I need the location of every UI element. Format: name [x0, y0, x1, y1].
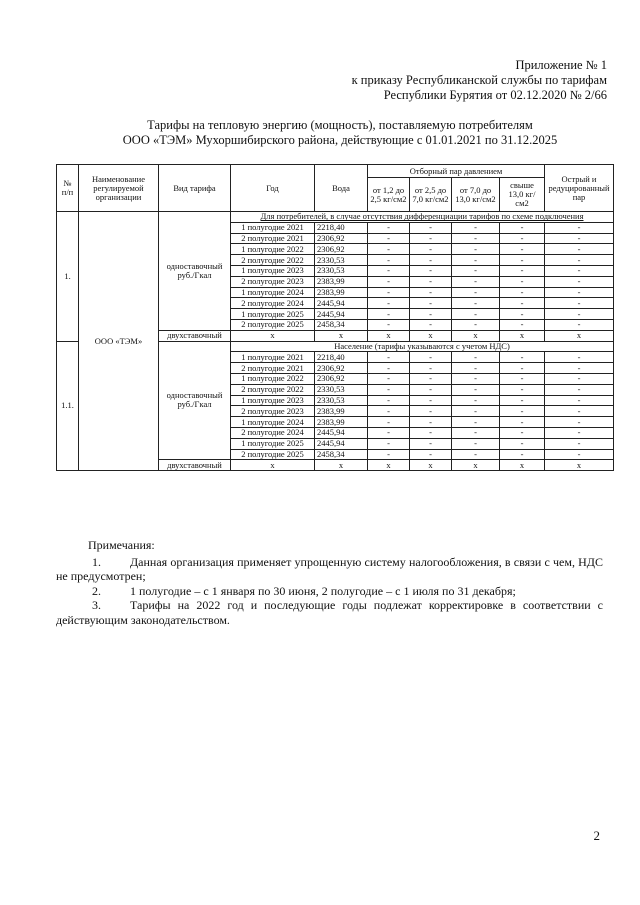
steam-tariff-cell: - — [452, 438, 500, 449]
period-cell: 2 полугодие 2022 — [231, 255, 315, 266]
steam-tariff-cell: - — [452, 298, 500, 309]
steam-tariff-cell: - — [545, 395, 614, 406]
two-rate-label: двухставочный — [159, 460, 231, 471]
steam-tariff-cell: - — [500, 298, 545, 309]
section-title: Для потребителей, в случае отсутствия дифференциации тарифов по схеме подключения — [231, 212, 614, 223]
steam-tariff-cell: - — [368, 449, 410, 460]
two-rate-cell: х — [231, 330, 315, 341]
header-org: Наименование регулируемой организации — [79, 165, 159, 212]
two-rate-cell: х — [368, 460, 410, 471]
title-line-1: Тарифы на тепловую энергию (мощность), поставляемую потребителям — [147, 118, 533, 132]
steam-tariff-cell: - — [500, 309, 545, 320]
header-steam-2: от 2,5 до 7,0 кг/см2 — [410, 178, 452, 212]
header-year: Год — [231, 165, 315, 212]
steam-tariff-cell: - — [368, 255, 410, 266]
period-cell: 2 полугодие 2024 — [231, 427, 315, 438]
two-rate-cell: х — [410, 330, 452, 341]
steam-tariff-cell: - — [452, 406, 500, 417]
water-tariff-cell: 2445,94 — [315, 427, 368, 438]
appendix-header — [352, 58, 607, 103]
steam-tariff-cell: - — [452, 384, 500, 395]
steam-tariff-cell: - — [545, 244, 614, 255]
note-item — [56, 598, 603, 627]
steam-tariff-cell: - — [545, 233, 614, 244]
steam-tariff-cell: - — [500, 449, 545, 460]
steam-tariff-cell: - — [500, 352, 545, 363]
steam-tariff-cell: - — [545, 287, 614, 298]
steam-tariff-cell: - — [368, 244, 410, 255]
tariff-kind: одноставочный руб./Гкал — [159, 341, 231, 460]
steam-tariff-cell: - — [410, 298, 452, 309]
steam-tariff-cell: - — [452, 352, 500, 363]
steam-tariff-cell: - — [500, 438, 545, 449]
steam-tariff-cell: - — [545, 319, 614, 330]
water-tariff-cell: 2383,99 — [315, 417, 368, 428]
steam-tariff-cell: - — [410, 417, 452, 428]
steam-tariff-cell: - — [545, 406, 614, 417]
note-number: 3. — [92, 598, 101, 612]
water-tariff-cell: 2383,99 — [315, 406, 368, 417]
steam-tariff-cell: - — [452, 319, 500, 330]
period-cell: 2 полугодие 2025 — [231, 319, 315, 330]
steam-tariff-cell: - — [500, 319, 545, 330]
two-rate-cell: х — [231, 460, 315, 471]
steam-tariff-cell: - — [452, 244, 500, 255]
section-title: Население (тарифы указываются с учетом НДС) — [231, 341, 614, 352]
steam-tariff-cell: - — [545, 438, 614, 449]
water-tariff-cell: 2445,94 — [315, 309, 368, 320]
steam-tariff-cell: - — [452, 276, 500, 287]
water-tariff-cell: 2458,34 — [315, 319, 368, 330]
steam-tariff-cell: - — [410, 276, 452, 287]
steam-tariff-cell: - — [500, 255, 545, 266]
appendix-line-3: Республики Бурятия от 02.12.2020 № 2/66 — [383, 88, 607, 102]
steam-tariff-cell: - — [368, 395, 410, 406]
steam-tariff-cell: - — [410, 287, 452, 298]
steam-tariff-cell: - — [545, 449, 614, 460]
steam-tariff-cell: - — [368, 406, 410, 417]
notes-heading: Примечания: — [88, 538, 155, 552]
water-tariff-cell: 2330,53 — [315, 395, 368, 406]
water-tariff-cell: 2445,94 — [315, 298, 368, 309]
steam-tariff-cell: - — [368, 287, 410, 298]
period-cell: 1 полугодие 2024 — [231, 417, 315, 428]
steam-tariff-cell: - — [410, 406, 452, 417]
steam-tariff-cell: - — [368, 438, 410, 449]
steam-tariff-cell: - — [500, 244, 545, 255]
steam-tariff-cell: - — [368, 319, 410, 330]
note-number: 1. — [92, 554, 101, 569]
header-steam-group: Отборный пар давлением — [368, 165, 545, 178]
tariff-table — [56, 164, 614, 471]
steam-tariff-cell: - — [368, 363, 410, 374]
period-cell: 2 полугодие 2023 — [231, 276, 315, 287]
two-rate-cell: х — [500, 330, 545, 341]
steam-tariff-cell: - — [368, 352, 410, 363]
steam-tariff-cell: - — [500, 287, 545, 298]
steam-tariff-cell: - — [545, 384, 614, 395]
note-item — [56, 554, 603, 584]
steam-tariff-cell: - — [368, 427, 410, 438]
water-tariff-cell: 2330,53 — [315, 265, 368, 276]
two-rate-cell: х — [410, 460, 452, 471]
steam-tariff-cell: - — [410, 222, 452, 233]
note-text: 1 полугодие – с 1 января по 30 июня, 2 полугодие – с 1 июля по 31 декабря; — [130, 583, 516, 598]
two-rate-cell: х — [545, 330, 614, 341]
steam-tariff-cell: - — [545, 222, 614, 233]
steam-tariff-cell: - — [368, 417, 410, 428]
steam-tariff-cell: - — [452, 373, 500, 384]
note-text: Данная организация применяет упрощенную систему налогообложения, в связи с чем, НДС не предусмотрен; — [56, 554, 603, 583]
row-number: 1. — [57, 212, 79, 342]
steam-tariff-cell: - — [410, 427, 452, 438]
steam-tariff-cell: - — [368, 222, 410, 233]
steam-tariff-cell: - — [545, 363, 614, 374]
row-number: 1.1. — [57, 341, 79, 471]
steam-tariff-cell: - — [410, 265, 452, 276]
steam-tariff-cell: - — [410, 373, 452, 384]
water-tariff-cell: 2218,40 — [315, 352, 368, 363]
period-cell: 1 полугодие 2024 — [231, 287, 315, 298]
period-cell: 2 полугодие 2025 — [231, 449, 315, 460]
water-tariff-cell: 2383,99 — [315, 276, 368, 287]
steam-tariff-cell: - — [368, 298, 410, 309]
steam-tariff-cell: - — [410, 309, 452, 320]
water-tariff-cell: 2445,94 — [315, 438, 368, 449]
header-steam-3: от 7,0 до 13,0 кг/см2 — [452, 178, 500, 212]
header-steam-1: от 1,2 до 2,5 кг/см2 — [368, 178, 410, 212]
steam-tariff-cell: - — [452, 265, 500, 276]
steam-tariff-cell: - — [410, 244, 452, 255]
title-line-2: ООО «ТЭМ» Мухоршибирского района, действующие с 01.01.2021 по 31.12.2025 — [122, 133, 558, 147]
period-cell: 2 полугодие 2021 — [231, 363, 315, 374]
period-cell: 1 полугодие 2021 — [231, 222, 315, 233]
steam-tariff-cell: - — [500, 276, 545, 287]
steam-tariff-cell: - — [452, 417, 500, 428]
steam-tariff-cell: - — [410, 384, 452, 395]
header-num: № п/п — [57, 165, 79, 212]
steam-tariff-cell: - — [500, 384, 545, 395]
steam-tariff-cell: - — [368, 373, 410, 384]
steam-tariff-cell: - — [500, 373, 545, 384]
water-tariff-cell: 2306,92 — [315, 373, 368, 384]
steam-tariff-cell: - — [452, 287, 500, 298]
period-cell: 1 полугодие 2025 — [231, 438, 315, 449]
steam-tariff-cell: - — [545, 373, 614, 384]
two-rate-cell: х — [545, 460, 614, 471]
steam-tariff-cell: - — [545, 417, 614, 428]
steam-tariff-cell: - — [452, 255, 500, 266]
note-text: Тарифы на 2022 год и последующие годы подлежат корректировке в соответствии с действующим законодательством. — [56, 598, 603, 627]
two-rate-cell: х — [452, 330, 500, 341]
water-tariff-cell: 2330,53 — [315, 255, 368, 266]
two-rate-cell: х — [452, 460, 500, 471]
steam-tariff-cell: - — [452, 449, 500, 460]
two-rate-cell: х — [500, 460, 545, 471]
period-cell: 2 полугодие 2023 — [231, 406, 315, 417]
steam-tariff-cell: - — [545, 298, 614, 309]
water-tariff-cell: 2458,34 — [315, 449, 368, 460]
steam-tariff-cell: - — [545, 276, 614, 287]
two-rate-cell: х — [315, 330, 368, 341]
steam-tariff-cell: - — [545, 427, 614, 438]
note-number: 2. — [92, 583, 101, 598]
steam-tariff-cell: - — [410, 363, 452, 374]
steam-tariff-cell: - — [545, 309, 614, 320]
steam-tariff-cell: - — [545, 255, 614, 266]
period-cell: 2 полугодие 2021 — [231, 233, 315, 244]
steam-tariff-cell: - — [500, 427, 545, 438]
steam-tariff-cell: - — [368, 276, 410, 287]
steam-tariff-cell: - — [500, 417, 545, 428]
steam-tariff-cell: - — [500, 265, 545, 276]
page-number: 2 — [593, 828, 600, 843]
organization-name: ООО «ТЭМ» — [79, 212, 159, 471]
steam-tariff-cell: - — [452, 363, 500, 374]
period-cell: 1 полугодие 2021 — [231, 352, 315, 363]
steam-tariff-cell: - — [500, 222, 545, 233]
steam-tariff-cell: - — [410, 438, 452, 449]
tariff-kind: одноставочный руб./Гкал — [159, 212, 231, 331]
water-tariff-cell: 2306,92 — [315, 233, 368, 244]
steam-tariff-cell: - — [452, 395, 500, 406]
steam-tariff-cell: - — [500, 363, 545, 374]
steam-tariff-cell: - — [410, 233, 452, 244]
steam-tariff-cell: - — [545, 265, 614, 276]
period-cell: 1 полугодие 2022 — [231, 373, 315, 384]
header-kind: Вид тарифа — [159, 165, 231, 212]
water-tariff-cell: 2330,53 — [315, 384, 368, 395]
note-item — [88, 584, 603, 599]
steam-tariff-cell: - — [410, 395, 452, 406]
header-steam-4: свыше 13,0 кг/см2 — [500, 178, 545, 212]
steam-tariff-cell: - — [500, 395, 545, 406]
steam-tariff-cell: - — [500, 406, 545, 417]
steam-tariff-cell: - — [368, 265, 410, 276]
two-rate-cell: х — [368, 330, 410, 341]
two-rate-cell: х — [315, 460, 368, 471]
steam-tariff-cell: - — [500, 233, 545, 244]
water-tariff-cell: 2218,40 — [315, 222, 368, 233]
steam-tariff-cell: - — [368, 309, 410, 320]
steam-tariff-cell: - — [368, 384, 410, 395]
steam-tariff-cell: - — [452, 222, 500, 233]
water-tariff-cell: 2306,92 — [315, 363, 368, 374]
steam-tariff-cell: - — [410, 449, 452, 460]
header-water: Вода — [315, 165, 368, 212]
water-tariff-cell: 2306,92 — [315, 244, 368, 255]
appendix-line-2: к приказу Республиканской службы по тарифам — [351, 73, 607, 87]
header-sharp-steam: Острый и редуцированный пар — [545, 165, 614, 212]
steam-tariff-cell: - — [410, 352, 452, 363]
steam-tariff-cell: - — [410, 255, 452, 266]
period-cell: 1 полугодие 2023 — [231, 395, 315, 406]
steam-tariff-cell: - — [368, 233, 410, 244]
steam-tariff-cell: - — [410, 319, 452, 330]
steam-tariff-cell: - — [545, 352, 614, 363]
period-cell: 1 полугодие 2025 — [231, 309, 315, 320]
notes-block — [56, 538, 603, 627]
section-title-row — [57, 212, 614, 223]
period-cell: 1 полугодие 2023 — [231, 265, 315, 276]
period-cell: 2 полугодие 2022 — [231, 384, 315, 395]
period-cell: 2 полугодие 2024 — [231, 298, 315, 309]
document-title — [60, 118, 620, 148]
steam-tariff-cell: - — [452, 233, 500, 244]
water-tariff-cell: 2383,99 — [315, 287, 368, 298]
steam-tariff-cell: - — [452, 427, 500, 438]
two-rate-label: двухставочный — [159, 330, 231, 341]
period-cell: 1 полугодие 2022 — [231, 244, 315, 255]
appendix-line-1: Приложение № 1 — [515, 58, 607, 72]
steam-tariff-cell: - — [452, 309, 500, 320]
